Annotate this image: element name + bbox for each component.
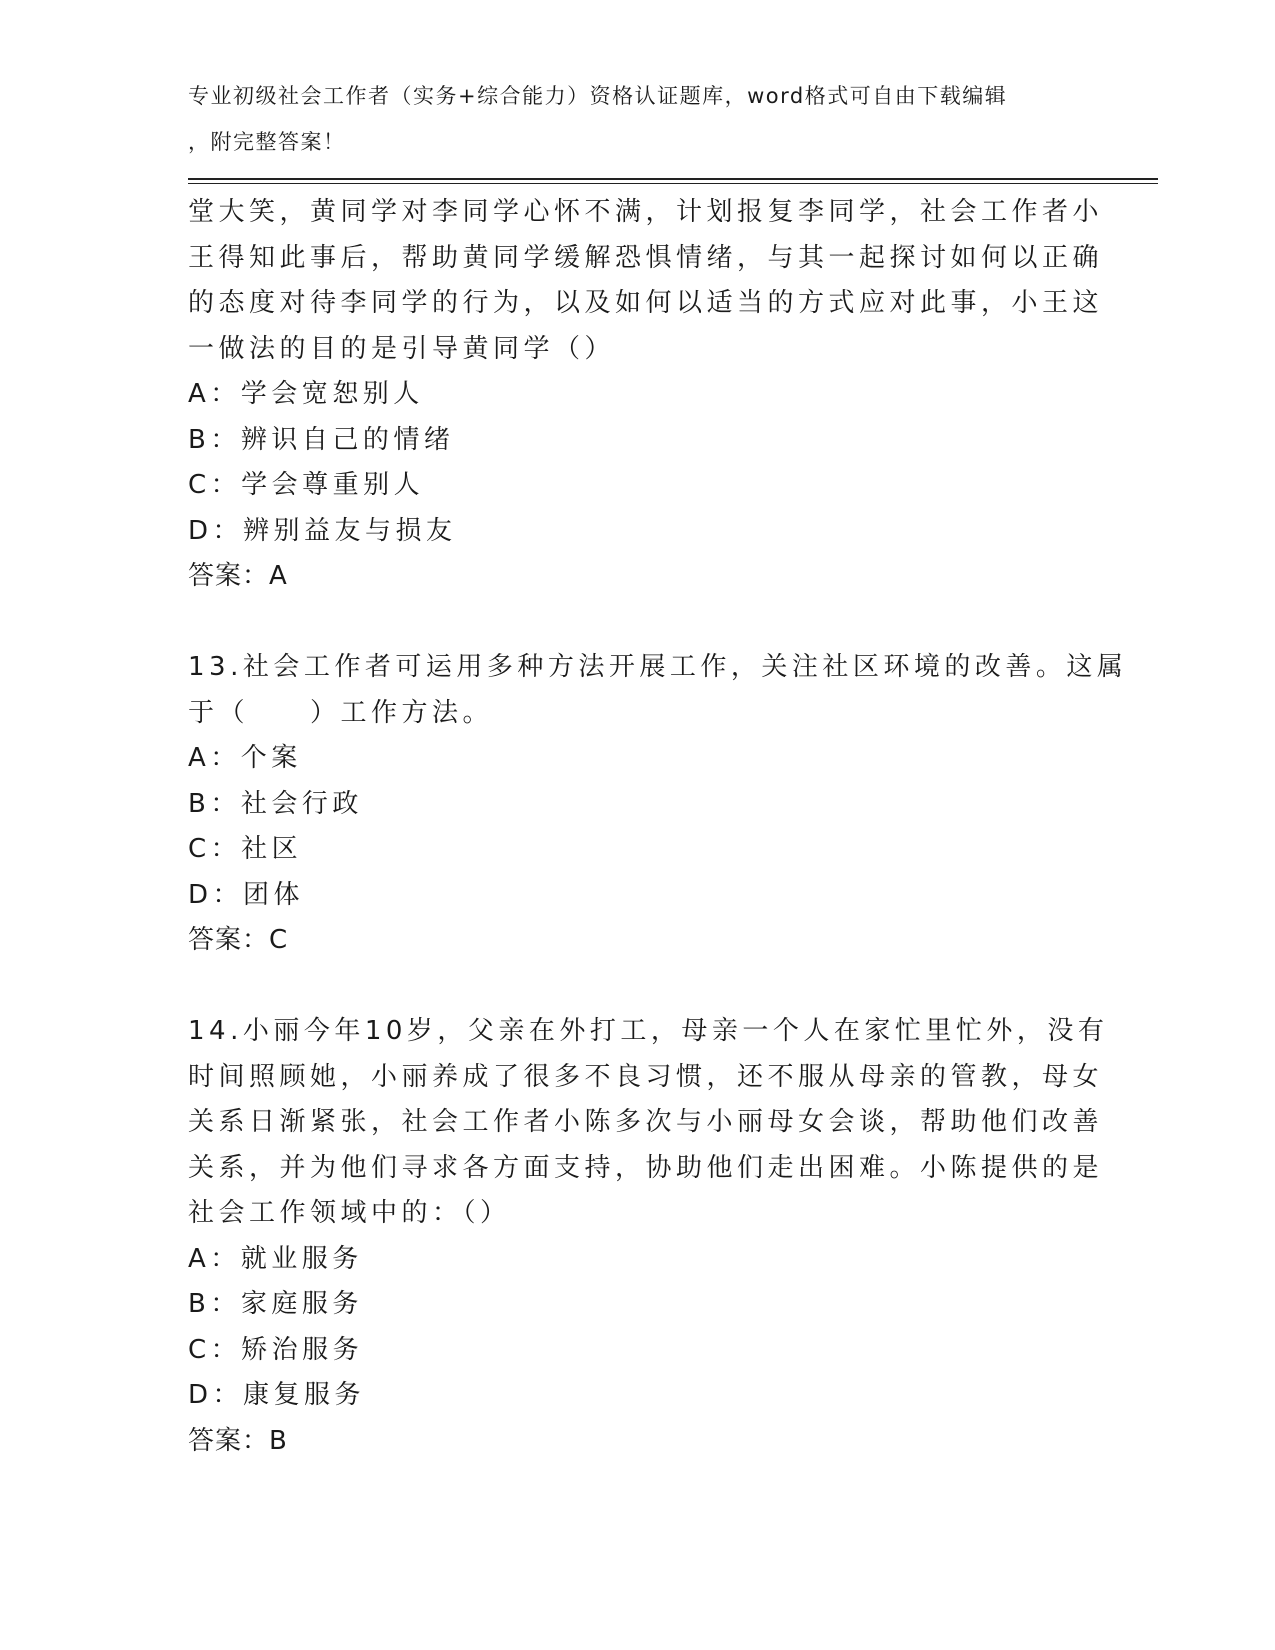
question-stem-line: 王得知此事后，帮助黄同学缓解恐惧情绪，与其一起探讨如何以正确 [188, 242, 1104, 273]
question-stem-line: 关系，并为他们寻求各方面支持，协助他们走出困难。小陈提供的是 [188, 1152, 1104, 1183]
option-d: D：团体 [188, 879, 305, 910]
question-stem-line: 社会工作领域中的：（） [188, 1198, 511, 1228]
header-rule-thin [188, 183, 1158, 184]
answer-line: 答案：A [188, 561, 288, 591]
option-b: B：社会行政 [188, 788, 363, 819]
question-stem-line: 的态度对待李同学的行为，以及如何以适当的方式应对此事，小王这 [188, 288, 1104, 318]
question-stem-line: 13.社会工作者可运用多种方法开展工作，关注社区环境的改善。这属 [188, 652, 1128, 682]
option-a: A：学会宽恕别人 [188, 379, 424, 409]
question-stem-line: 于（ ）工作方法。 [188, 697, 494, 728]
question-stem-line: 一做法的目的是引导黄同学（） [188, 333, 616, 364]
option-c: C：社区 [188, 834, 303, 864]
question-13 [188, 645, 1128, 964]
question-stem-line: 时间照顾她，小丽养成了很多不良习惯，还不服从母亲的管教，母女 [188, 1061, 1104, 1092]
header-line-1: 专业初级社会工作者（实务+综合能力）资格认证题库，word格式可自由下载编辑 [188, 84, 1008, 108]
option-d: D：康复服务 [188, 1380, 366, 1410]
option-a: A：个案 [188, 743, 302, 773]
option-b: B：辨识自己的情绪 [188, 424, 455, 455]
option-d: D：辨别益友与损友 [188, 515, 457, 546]
question-12 [188, 190, 1104, 600]
document-body [188, 190, 1128, 1464]
option-c: C：学会尊重别人 [188, 470, 425, 500]
option-a: A：就业服务 [188, 1243, 363, 1274]
document-header [188, 74, 1088, 165]
option-c: C：矫治服务 [188, 1334, 364, 1365]
question-stem-line: 堂大笑，黄同学对李同学心怀不满，计划报复李同学，社会工作者小 [188, 197, 1104, 227]
spacer [188, 964, 1088, 1010]
option-b: B：家庭服务 [188, 1289, 363, 1319]
answer-line: 答案：C [188, 925, 289, 955]
header-line-2: ，附完整答案！ [188, 129, 346, 154]
question-stem-line: 14.小丽今年10岁，父亲在外打工，母亲一个人在家忙里忙外，没有 [188, 1016, 1109, 1046]
question-stem-line: 关系日渐紧张，社会工作者小陈多次与小丽母女会谈，帮助他们改善 [188, 1107, 1104, 1137]
header-rule-thick [188, 178, 1158, 180]
spacer [188, 600, 1088, 646]
question-14 [188, 1009, 1109, 1464]
answer-line: 答案：B [188, 1425, 288, 1456]
